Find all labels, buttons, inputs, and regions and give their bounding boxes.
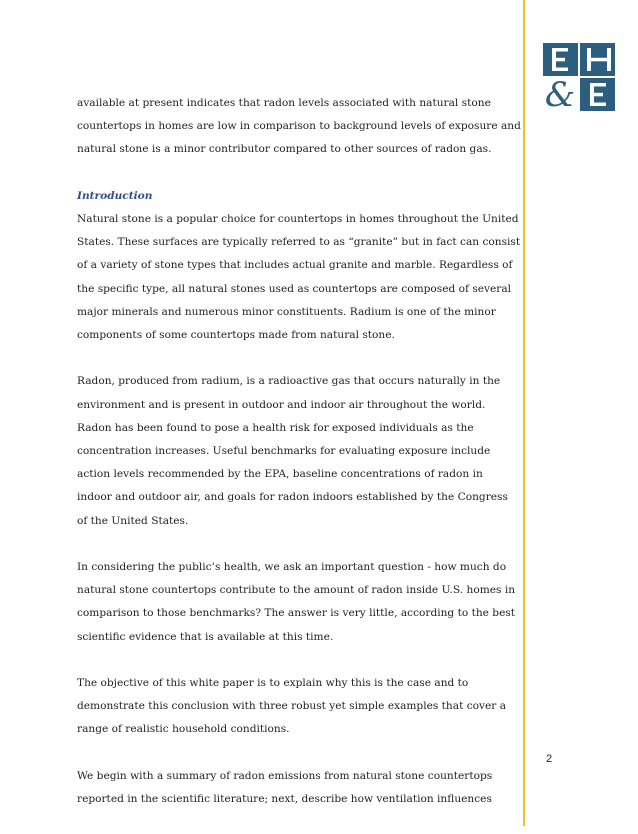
svg-text:&: & [544, 75, 576, 111]
text-line: concentration increases. Useful benchmarks for evaluating exposure include [77, 445, 491, 458]
text-line: of a variety of stone types that includes actual granite and marble. Regardless of [77, 259, 513, 272]
ehe-logo [543, 43, 615, 111]
text-line: indoor and outdoor air, and goals for radon indoors established by the Congress [77, 491, 508, 504]
text-line: Natural stone is a popular choice for countertops in homes throughout the United [77, 213, 519, 225]
text-line: demonstrate this conclusion with three robust yet simple examples that cover a [77, 700, 507, 713]
text-line: of the United States. [77, 514, 189, 527]
introduction-paragraph-5 [77, 765, 517, 811]
text-line: countertops in homes are low in comparison to background levels of exposure and [77, 120, 521, 133]
section-heading: Introduction [77, 189, 153, 202]
text-line: We begin with a summary of radon emissions from natural stone countertops [77, 769, 493, 782]
document-body [77, 92, 521, 834]
text-line: the specific type, all natural stones used as countertops are composed of several [77, 282, 512, 295]
text-line: natural stone is a minor contributor compared to other sources of radon gas. [77, 143, 492, 156]
introduction-paragraph-2 [77, 370, 517, 532]
text-line: The objective of this white paper is to explain why this is the case and to [77, 677, 469, 690]
text-line: major minerals and numerous minor constituents. Radium is one of the minor [77, 305, 496, 318]
text-line: In considering the public’s health, we ask an important question - how much do [77, 561, 507, 574]
text-line: environment and is present in outdoor and indoor air throughout the world. [77, 398, 486, 411]
page-number: 2 [546, 753, 553, 765]
introduction-paragraph-3 [77, 556, 517, 649]
text-line: comparison to those benchmarks? The answer is very little, according to the best [77, 607, 516, 620]
text-line: natural stone countertops contribute to the amount of radon inside U.S. homes in [77, 584, 516, 597]
text-line: Radon, produced from radium, is a radioactive gas that occurs naturally in the [77, 375, 501, 388]
text-line: Radon has been found to pose a health risk for exposed individuals as the [77, 421, 474, 434]
text-line: available at present indicates that radon levels associated with natural stone [77, 97, 491, 109]
text-line: action levels recommended by the EPA, baseline concentrations of radon in [77, 468, 483, 481]
text-line: scientific evidence that is available at this time. [77, 630, 334, 643]
introduction-paragraph-4 [77, 672, 517, 742]
text-line: components of some countertops made from natural stone. [77, 329, 395, 342]
text-line: reported in the scientific literature; next, describe how ventilation influences [77, 793, 492, 806]
introduction-paragraph-1 [77, 185, 521, 347]
text-line: States. These surfaces are typically referred to as “granite” but in fact can consist [77, 236, 521, 249]
intro-continuation-paragraph [77, 92, 521, 162]
text-line: range of realistic household conditions. [77, 723, 290, 736]
margin-rule [523, 0, 525, 826]
